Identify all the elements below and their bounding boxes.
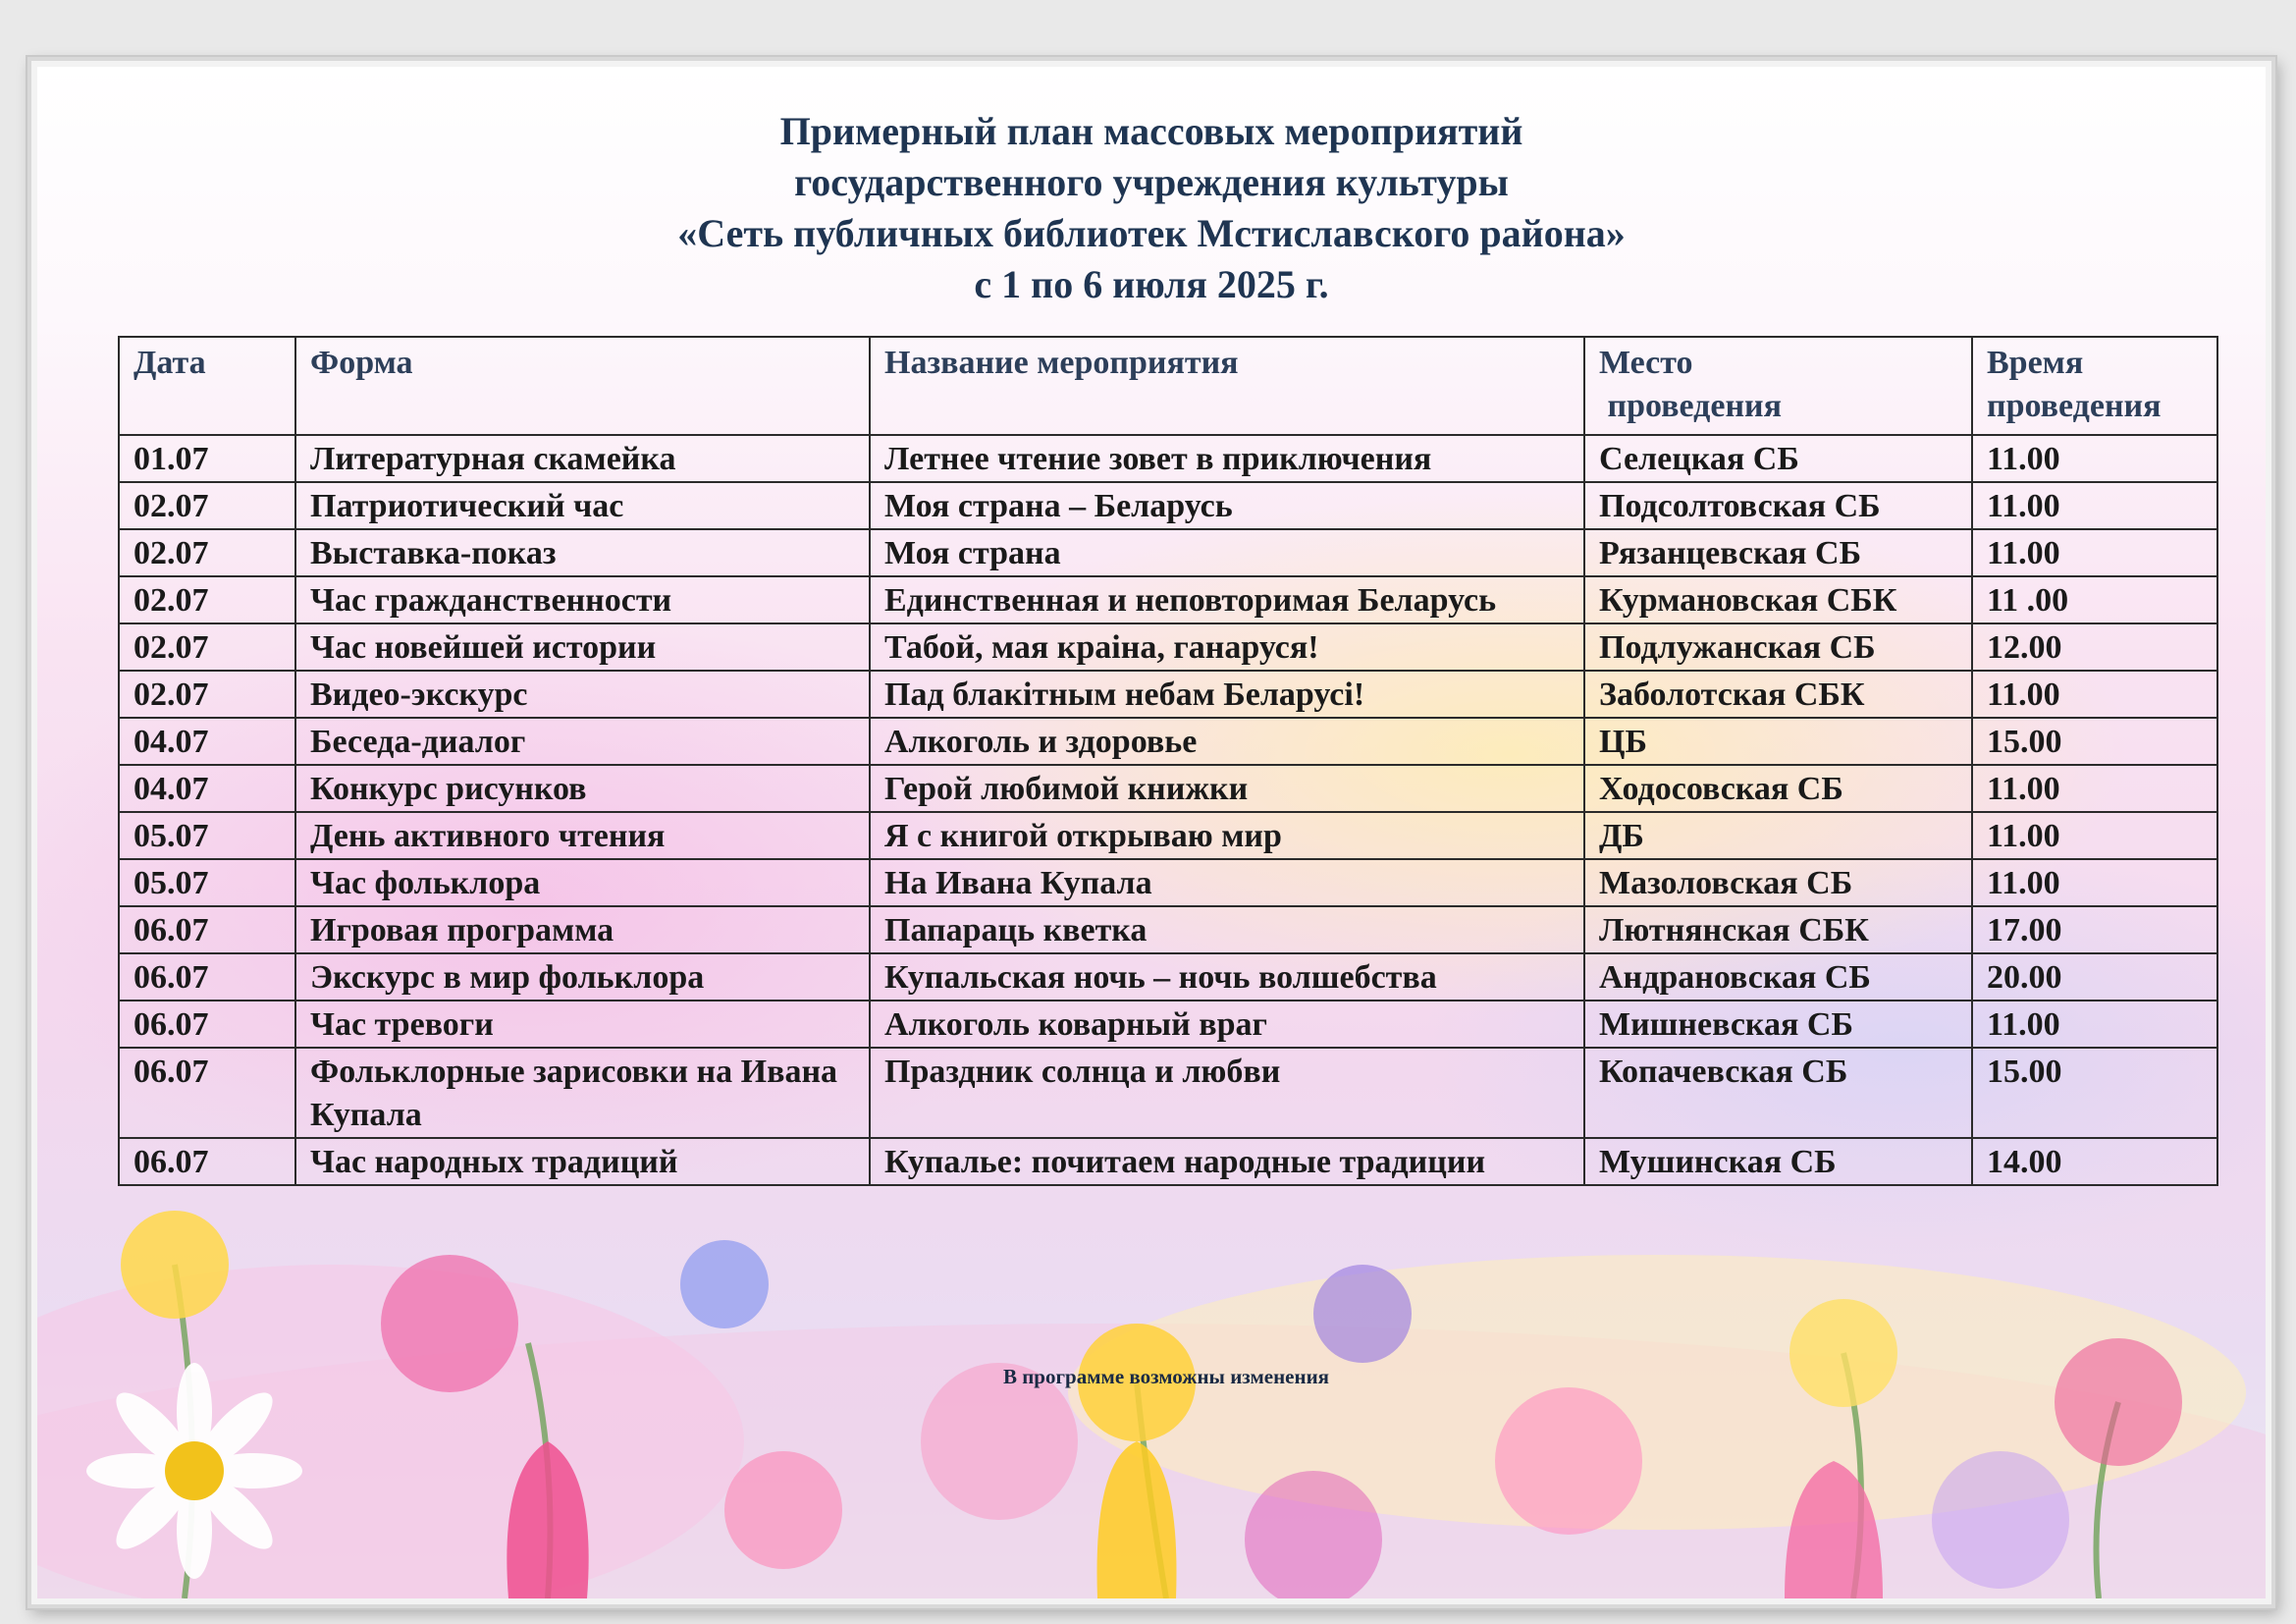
cell-form: Час тревоги xyxy=(295,1001,870,1048)
table-row xyxy=(119,482,2217,529)
title-line-1: Примерный план массовых мероприятий xyxy=(779,109,1523,153)
header-form: Форма xyxy=(295,337,870,435)
page-title xyxy=(37,106,2266,310)
cell-name: Папараць кветка xyxy=(870,906,1584,953)
table-row xyxy=(119,1001,2217,1048)
cell-place: Курмановская СБК xyxy=(1584,576,1972,623)
cell-name: Пад блакітным небам Беларусі! xyxy=(870,671,1584,718)
cell-date: 06.07 xyxy=(119,906,295,953)
header-place-line-1: Место xyxy=(1599,345,1693,381)
cell-form: Час новейшей истории xyxy=(295,623,870,671)
cell-time: 11.00 xyxy=(1972,859,2217,906)
cell-place: Мишневская СБ xyxy=(1584,1001,1972,1048)
cell-place: Подсолтовская СБ xyxy=(1584,482,1972,529)
table-row xyxy=(119,1048,2217,1138)
cell-form: Беседа-диалог xyxy=(295,718,870,765)
cell-place: Заболотская СБК xyxy=(1584,671,1972,718)
cell-time: 15.00 xyxy=(1972,718,2217,765)
title-line-2: государственного учреждения культуры xyxy=(794,160,1509,204)
table-row xyxy=(119,765,2217,812)
poster-canvas xyxy=(37,67,2266,1598)
cell-form: Видео-экскурс xyxy=(295,671,870,718)
cell-date: 06.07 xyxy=(119,953,295,1001)
cell-place: Мазоловская СБ xyxy=(1584,859,1972,906)
cell-time: 12.00 xyxy=(1972,623,2217,671)
header-date: Дата xyxy=(119,337,295,435)
cell-place: ДБ xyxy=(1584,812,1972,859)
cell-time: 11.00 xyxy=(1972,435,2217,482)
cell-form: Экскурс в мир фольклора xyxy=(295,953,870,1001)
cell-time: 15.00 xyxy=(1972,1048,2217,1138)
cell-date: 06.07 xyxy=(119,1138,295,1185)
cell-name: Моя страна – Беларусь xyxy=(870,482,1584,529)
cell-place: Рязанцевская СБ xyxy=(1584,529,1972,576)
cell-name: Купалье: почитаем народные традиции xyxy=(870,1138,1584,1185)
cell-form: Литературная скамейка xyxy=(295,435,870,482)
cell-date: 05.07 xyxy=(119,859,295,906)
cell-time: 11.00 xyxy=(1972,482,2217,529)
cell-place: Мушинская СБ xyxy=(1584,1138,1972,1185)
table-row xyxy=(119,1138,2217,1185)
cell-name: Летнее чтение зовет в приключения xyxy=(870,435,1584,482)
cell-date: 02.07 xyxy=(119,671,295,718)
title-line-3: «Сеть публичных библиотек Мстиславского района» xyxy=(677,211,1626,255)
cell-form: День активного чтения xyxy=(295,812,870,859)
cell-place: Лютнянская СБК xyxy=(1584,906,1972,953)
cell-date: 02.07 xyxy=(119,529,295,576)
cell-form: Фольклорные зарисовки на Ивана Купала xyxy=(295,1048,870,1138)
cell-date: 01.07 xyxy=(119,435,295,482)
header-place xyxy=(1584,337,1972,435)
cell-place: Ходосовская СБ xyxy=(1584,765,1972,812)
cell-time: 17.00 xyxy=(1972,906,2217,953)
cell-name: Табой, мая краіна, ганаруся! xyxy=(870,623,1584,671)
cell-date: 04.07 xyxy=(119,718,295,765)
cell-time: 11.00 xyxy=(1972,765,2217,812)
title-line-4: с 1 по 6 июля 2025 г. xyxy=(974,262,1329,306)
cell-form: Выставка-показ xyxy=(295,529,870,576)
table-body xyxy=(119,435,2217,1185)
cell-place: Подлужанская СБ xyxy=(1584,623,1972,671)
table-row xyxy=(119,435,2217,482)
cell-time: 11.00 xyxy=(1972,812,2217,859)
cell-time: 11 .00 xyxy=(1972,576,2217,623)
cell-time: 11.00 xyxy=(1972,1001,2217,1048)
table-row xyxy=(119,906,2217,953)
table-row xyxy=(119,623,2217,671)
cell-form: Час гражданственности xyxy=(295,576,870,623)
header-time-line-1: Время xyxy=(1987,345,2084,381)
poster-frame xyxy=(27,57,2275,1608)
cell-place: Копачевская СБ xyxy=(1584,1048,1972,1138)
cell-date: 06.07 xyxy=(119,1001,295,1048)
cell-date: 06.07 xyxy=(119,1048,295,1138)
cell-name: Моя страна xyxy=(870,529,1584,576)
cell-place: Селецкая СБ xyxy=(1584,435,1972,482)
cell-name: Единственная и неповторимая Беларусь xyxy=(870,576,1584,623)
cell-date: 02.07 xyxy=(119,576,295,623)
cell-time: 20.00 xyxy=(1972,953,2217,1001)
table-row xyxy=(119,859,2217,906)
cell-date: 02.07 xyxy=(119,623,295,671)
table-row xyxy=(119,953,2217,1001)
cell-name: На Ивана Купала xyxy=(870,859,1584,906)
table-row xyxy=(119,812,2217,859)
header-place-line-2: проведения xyxy=(1599,388,1783,424)
cell-name: Праздник солнца и любви xyxy=(870,1048,1584,1138)
header-name: Название мероприятия xyxy=(870,337,1584,435)
cell-time: 11.00 xyxy=(1972,529,2217,576)
table-row xyxy=(119,576,2217,623)
cell-name: Алкоголь коварный враг xyxy=(870,1001,1584,1048)
cell-time: 14.00 xyxy=(1972,1138,2217,1185)
cell-form: Игровая программа xyxy=(295,906,870,953)
cell-form: Конкурс рисунков xyxy=(295,765,870,812)
cell-name: Алкоголь и здоровье xyxy=(870,718,1584,765)
cell-form: Час фольклора xyxy=(295,859,870,906)
table-row xyxy=(119,529,2217,576)
table-header-row xyxy=(119,337,2217,435)
cell-place: Андрановская СБ xyxy=(1584,953,1972,1001)
cell-place: ЦБ xyxy=(1584,718,1972,765)
changes-note: В программе возможны изменения xyxy=(1002,1365,1330,1388)
cell-name: Купальская ночь – ночь волшебства xyxy=(870,953,1584,1001)
cell-time: 11.00 xyxy=(1972,671,2217,718)
cell-name: Герой любимой книжки xyxy=(870,765,1584,812)
table-row xyxy=(119,671,2217,718)
events-table xyxy=(118,336,2218,1186)
cell-date: 02.07 xyxy=(119,482,295,529)
cell-date: 04.07 xyxy=(119,765,295,812)
cell-form: Час народных традиций xyxy=(295,1138,870,1185)
header-time xyxy=(1972,337,2217,435)
cell-date: 05.07 xyxy=(119,812,295,859)
table-row xyxy=(119,718,2217,765)
header-time-line-2: проведения xyxy=(1987,388,2162,424)
cell-form: Патриотический час xyxy=(295,482,870,529)
cell-name: Я с книгой открываю мир xyxy=(870,812,1584,859)
